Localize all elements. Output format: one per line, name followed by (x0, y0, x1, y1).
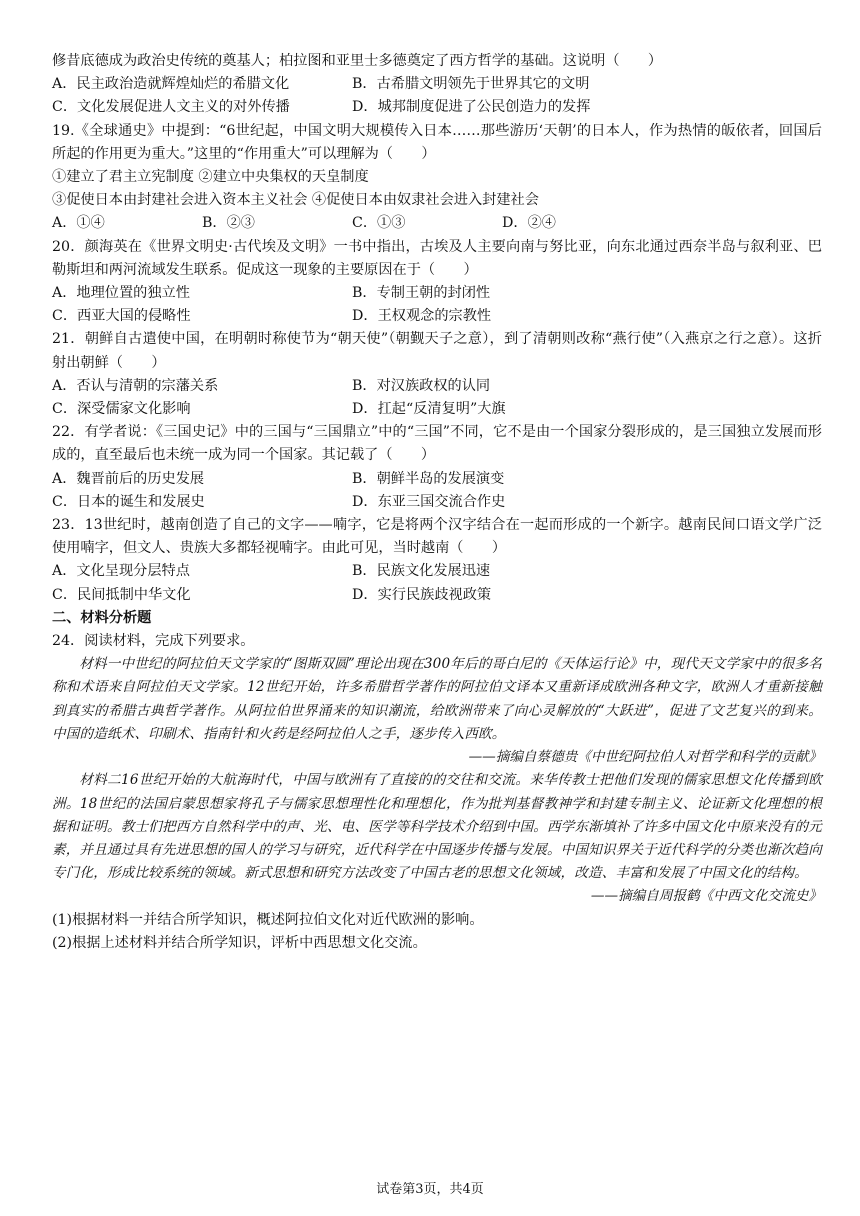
q19-option-a: A．①④ (52, 215, 105, 232)
q21-stem: 21．朝鲜自古遣使中国，在明朝时称使节为“朝天使”（朝觐天子之意），到了清朝则改称“燕行使”（入燕京之行之意）。这折射出朝鲜（ ） (52, 331, 822, 371)
q19-option-c: C．①③ (352, 215, 406, 232)
q22-stem: 22．有学者说：《三国史记》中的三国与“三国鼎立”中的“三国”不同，它不是由一个国家分裂形成的，是三国独立发展而形成的，直至最后也未统一成为同一个国家。其记载了（ ） (52, 424, 822, 464)
q22-option-c: C．日本的诞生和发展史 (52, 493, 205, 510)
q20-option-c: C．西亚大国的侵略性 (52, 308, 191, 325)
material-two: 材料二16世纪开始的大航海时代，中国与欧洲有了直接的的交往和交流。来华传教士把他们发现的儒家思想文化传播到欧洲。18世纪的法国启蒙思想家将孔子与儒家思想理性化和理想化，作为批判基督教神学和封建专制主义、论证新文化理想的根据和证明。教士们把西方自然科学中的声、光、电、医学等科学技术介绍到中国。西学东渐填补了许多中国文化中原来没有的元素，并且通过具有先进思想的国人的学习与研究，近代科学在中国逐步传播与发展。中国知识界关于近代科学的分类也渐次趋向专门化，形成比较系统的领域。新式思想和研究方法改变了中国古老的思想文化领域，改造、丰富和发展了中国文化的结构。 (52, 772, 822, 882)
q23-option-d: D．实行民族歧视政策 (352, 586, 492, 603)
q23-options-row1 (52, 560, 822, 583)
q19-stem: 19.《全球通史》中提到：“6世纪起，中国文明大规模传入日本……那些游历‘天朝’的日本人，作为热情的皈依者，回国后所起的作用更为重大。”这里的“作用重大”可以理解为（ ） (52, 122, 822, 162)
q18-options-row1 (52, 73, 822, 96)
q24-stem: 24．阅读材料，完成下列要求。 (52, 633, 255, 650)
q23-stem: 23．13世纪时，越南创造了自己的文字——喃字，它是将两个汉字结合在一起而形成的一个新字。越南民间口语文学广泛使用喃字，但文人、贵族大多都轻视喃字。由此可见，当时越南（ ） (52, 517, 822, 557)
q20-option-b: B．专制王朝的封闭性 (352, 285, 491, 302)
material-one: 材料一中世纪的阿拉伯天文学家的“图斯双圆”理论出现在300年后的哥白尼的《天体运行论》中，现代天文学家中的很多名称和术语来自阿拉伯天文学家。12世纪开始，许多希腊哲学著作的阿拉伯文译本又重新译成欧洲各种文字，欧洲人才重新接触到真实的希腊古典哲学著作。从阿拉伯世界涌来的知识潮流，给欧洲带来了向心灵解放的“大跃进”，促进了文艺复兴的到来。中国的造纸术、印刷术、指南针和火药是经阿拉伯人之手，逐步传入西欧。 (52, 656, 822, 742)
q23-options-row2 (52, 584, 822, 607)
q23-option-c: C．民间抵制中华文化 (52, 586, 191, 603)
q22-option-b: B．朝鲜半岛的发展演变 (352, 470, 505, 487)
q21-options-row1 (52, 375, 822, 398)
q23-option-a: A．文化呈现分层特点 (52, 563, 190, 580)
q24-subquestion-1: (1)根据材料一并结合所学知识，概述阿拉伯文化对近代欧洲的影响。 (52, 911, 484, 928)
q18-stem-continuation: 修昔底德成为政治史传统的奠基人；柏拉图和亚里士多德奠定了西方哲学的基础。这说明（ ） (52, 53, 663, 69)
q18-option-c: C．文化发展促进人文主义的对外传播 (52, 99, 290, 116)
q19-item-line-2: ③促使日本由封建社会进入资本主义社会 ④促使日本由奴隶社会进入封建社会 (52, 192, 539, 209)
material-one-source: ——摘编自蔡德贵《中世纪阿拉伯人对哲学和科学的贡献》 (468, 749, 822, 766)
q20-stem: 20．颜海英在《世界文明史·古代埃及文明》一书中指出，古埃及人主要向南与努比亚，向东北通过西奈半岛与叙利亚、巴勒斯坦和两河流域发生联系。促成这一现象的主要原因在于（ ） (52, 238, 822, 278)
q18-option-b: B．古希腊文明领先于世界其它的文明 (352, 76, 590, 93)
q18-option-a: A．民主政治造就辉煌灿烂的希腊文化 (52, 76, 290, 93)
q19-option-b: B．②③ (202, 215, 255, 232)
q22-option-d: D．东亚三国交流合作史 (352, 493, 506, 510)
q21-options-row2 (52, 398, 822, 421)
q22-option-a: A．魏晋前后的历史发展 (52, 470, 205, 487)
q21-option-d: D．扛起“反清复明”大旗 (352, 401, 506, 418)
material-two-source: ——摘编自周报鹤《中西文化交流史》 (590, 888, 822, 905)
q18-options-row2 (52, 96, 822, 119)
q18-option-d: D．城邦制度促进了公民创造力的发挥 (352, 99, 591, 116)
q20-options-row1 (52, 282, 822, 305)
q20-option-d: D．王权观念的宗教性 (352, 308, 492, 325)
q21-option-c: C．深受儒家文化影响 (52, 401, 191, 418)
exam-page (52, 50, 822, 955)
q22-options-row2 (52, 491, 822, 514)
q23-option-b: B．民族文化发展迅速 (352, 563, 491, 580)
q20-options-row2 (52, 305, 822, 328)
q21-option-b: B．对汉族政权的认同 (352, 377, 491, 394)
section-title: 二、材料分析题 (52, 609, 152, 626)
q19-options (52, 212, 822, 235)
page-footer: 试卷第3页，共4页 (376, 1182, 484, 1197)
q19-option-d: D．②④ (502, 215, 556, 232)
q24-subquestion-2: (2)根据上述材料并结合所学知识，评析中西思想文化交流。 (52, 934, 427, 951)
q20-option-a: A．地理位置的独立性 (52, 285, 190, 302)
q21-option-a: A．否认与清朝的宗藩关系 (52, 377, 219, 394)
q22-options-row1 (52, 468, 822, 491)
q19-item-line-1: ①建立了君主立宪制度 ②建立中央集权的天皇制度 (52, 169, 369, 186)
